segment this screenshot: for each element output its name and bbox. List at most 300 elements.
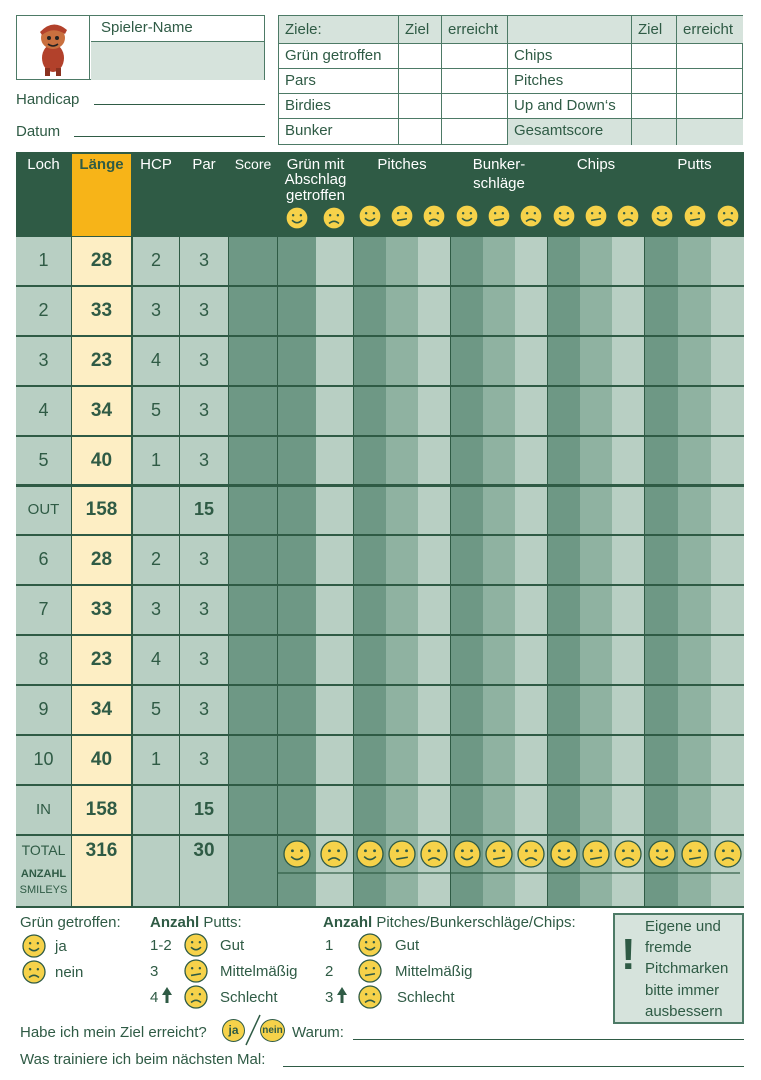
- putts-tally-field[interactable]: [711, 686, 744, 734]
- chips-tally-field[interactable]: [548, 686, 581, 734]
- bunker-tally-field[interactable]: [483, 536, 516, 584]
- bunker-tally-field[interactable]: [515, 237, 547, 285]
- hcp-value: 1: [150, 449, 161, 470]
- green-tally-field[interactable]: [278, 636, 316, 684]
- total-divider: [278, 872, 740, 874]
- total-score-field[interactable]: [229, 836, 277, 906]
- bunker-tally-field[interactable]: [451, 786, 484, 834]
- goal-label: Birdies: [279, 94, 399, 119]
- header-length: Länge: [79, 156, 124, 173]
- length-value: 33: [90, 599, 113, 621]
- smiley-sad-icon: [716, 204, 740, 233]
- green-tally-field[interactable]: [316, 636, 354, 684]
- header-hcp: HCP: [140, 156, 172, 173]
- chips-tally-field[interactable]: [548, 237, 581, 285]
- total-sub-label: ANZAHL: [20, 867, 67, 880]
- chips-tally-field[interactable]: [580, 686, 613, 734]
- putts-tally-field[interactable]: [678, 736, 712, 784]
- bunker-tally-field[interactable]: [515, 387, 547, 435]
- goal-label: Chips: [508, 44, 632, 69]
- goal-achieved-field[interactable]: [442, 94, 508, 119]
- training-field[interactable]: [283, 1066, 744, 1067]
- date-field[interactable]: [74, 136, 265, 137]
- putts-tally-field[interactable]: [711, 237, 744, 285]
- bunker-tally-field[interactable]: [451, 337, 484, 385]
- chips-tally-field[interactable]: [580, 487, 613, 535]
- hole-value: 7: [38, 599, 49, 620]
- goal-target-field[interactable]: [399, 69, 442, 94]
- hcp-value: 5: [150, 399, 161, 420]
- score-field[interactable]: [229, 387, 277, 435]
- pitches-tally-field[interactable]: [354, 337, 387, 385]
- pitches-tally-field[interactable]: [386, 636, 419, 684]
- pitches-tally-field[interactable]: [386, 387, 419, 435]
- bunker-tally-field[interactable]: [483, 786, 516, 834]
- green-tally-field[interactable]: [316, 686, 354, 734]
- pitches-tally-field[interactable]: [418, 736, 450, 784]
- bunker-tally-field[interactable]: [451, 636, 484, 684]
- pitches-tally-field[interactable]: [418, 387, 450, 435]
- total-sub-label: SMILEYS: [19, 883, 68, 896]
- hcp-value: 4: [150, 649, 161, 670]
- bunker-tally-field[interactable]: [515, 786, 547, 834]
- putts-tally-field[interactable]: [645, 786, 679, 834]
- bunker-tally-field[interactable]: [451, 387, 484, 435]
- goal-label: Grün getroffen: [279, 44, 399, 69]
- header-green-line2: Abschlag: [284, 171, 347, 188]
- answer-no-label: nein: [262, 1025, 283, 1036]
- score-field[interactable]: [229, 237, 277, 285]
- header-green-line1: Grün mit: [286, 156, 345, 173]
- green-tally-field[interactable]: [316, 786, 354, 834]
- putts-tally-field[interactable]: [678, 786, 712, 834]
- putts-title-rest: Putts:: [203, 914, 242, 931]
- bunker-tally-field[interactable]: [483, 736, 516, 784]
- score-field[interactable]: [229, 437, 277, 485]
- putts-tally-field[interactable]: [711, 536, 744, 584]
- putts-tally-field[interactable]: [645, 736, 679, 784]
- legend-no: nein: [55, 964, 84, 981]
- green-tally-field[interactable]: [316, 487, 354, 535]
- arrow-up-icon: [162, 987, 172, 1008]
- smiley-sad-icon: [322, 206, 346, 235]
- bunker-tally-field[interactable]: [451, 287, 484, 335]
- putts-tally-field[interactable]: [645, 337, 679, 385]
- hcp-value: 3: [150, 599, 161, 620]
- pitchmark-note: [613, 913, 744, 1024]
- chips-tally-field[interactable]: [580, 387, 613, 435]
- length-value: 40: [90, 449, 113, 471]
- putts-tally-field[interactable]: [645, 387, 679, 435]
- pitches-tally-field[interactable]: [354, 586, 387, 634]
- score-field[interactable]: [229, 586, 277, 634]
- pitches-tally-field[interactable]: [354, 437, 387, 485]
- hole-value: 9: [38, 699, 49, 720]
- bunker-tally-field[interactable]: [515, 437, 547, 485]
- bunker-tally-field[interactable]: [515, 586, 547, 634]
- putts-tally-field[interactable]: [678, 586, 712, 634]
- pitches-tally-field[interactable]: [386, 287, 419, 335]
- legend-yes: ja: [55, 938, 67, 955]
- smiley-happy-icon: [358, 933, 382, 962]
- bunker-tally-field[interactable]: [451, 237, 484, 285]
- chips-tally-field[interactable]: [580, 736, 613, 784]
- hole-value: 1: [38, 249, 49, 270]
- bunker-tally-field[interactable]: [515, 337, 547, 385]
- note-line: Eigene und: [645, 918, 721, 935]
- chips-tally-field[interactable]: [580, 237, 613, 285]
- hcp-value: 5: [150, 699, 161, 720]
- putts-tally-field[interactable]: [711, 287, 744, 335]
- pitch-count-mid: 2: [325, 963, 334, 980]
- chips-tally-field[interactable]: [612, 536, 644, 584]
- bunker-tally-field[interactable]: [451, 736, 484, 784]
- putts-tally-field[interactable]: [711, 636, 744, 684]
- putts-tally-field[interactable]: [678, 437, 712, 485]
- pitches-tally-field[interactable]: [354, 636, 387, 684]
- pitches-tally-field[interactable]: [418, 337, 450, 385]
- header-score: Score: [234, 156, 272, 172]
- pitches-tally-field[interactable]: [418, 287, 450, 335]
- putts-tally-field[interactable]: [645, 437, 679, 485]
- pitches-tally-field[interactable]: [354, 536, 387, 584]
- pitches-tally-field[interactable]: [354, 736, 387, 784]
- answer-no-option[interactable]: [260, 1019, 285, 1042]
- putts-label-bad: Schlecht: [220, 989, 278, 1006]
- goal-achieved-field[interactable]: [442, 119, 508, 145]
- score-field[interactable]: [229, 536, 277, 584]
- chips-tally-field[interactable]: [548, 586, 581, 634]
- goal-target-field[interactable]: [399, 94, 442, 119]
- goals-col-achieved-right: erreicht: [677, 16, 743, 44]
- chips-tally-field[interactable]: [612, 237, 644, 285]
- bunker-tally-field[interactable]: [483, 686, 516, 734]
- putts-count-good: 1-2: [150, 937, 172, 954]
- chips-tally-field[interactable]: [612, 387, 644, 435]
- goal-label: Pars: [279, 69, 399, 94]
- pitches-tally-field[interactable]: [354, 786, 387, 834]
- hcp-value: 3: [150, 299, 161, 320]
- smiley-happy-icon: [356, 840, 384, 873]
- smiley-happy-icon: [22, 934, 46, 963]
- score-field[interactable]: [229, 636, 277, 684]
- pitches-tally-field[interactable]: [354, 487, 387, 535]
- score-field[interactable]: [229, 736, 277, 784]
- putts-tally-field[interactable]: [645, 287, 679, 335]
- green-tally-field[interactable]: [316, 237, 354, 285]
- header-chips: Chips: [576, 156, 616, 173]
- goal-achieved-field[interactable]: [677, 94, 743, 119]
- hole-value: 5: [38, 449, 49, 470]
- green-tally-field[interactable]: [278, 487, 316, 535]
- green-tally-field[interactable]: [316, 736, 354, 784]
- green-tally-field[interactable]: [316, 437, 354, 485]
- green-tally-field[interactable]: [278, 287, 316, 335]
- green-tally-field[interactable]: [316, 586, 354, 634]
- goal-achieved-field[interactable]: [442, 44, 508, 69]
- note-line: ausbessern: [645, 1003, 723, 1020]
- goals-right-header: [508, 16, 632, 44]
- bunker-tally-field[interactable]: [451, 586, 484, 634]
- total-length-value: 316: [85, 839, 118, 861]
- smiley-sad-icon: [616, 204, 640, 233]
- chips-tally-field[interactable]: [548, 437, 581, 485]
- bunker-tally-field[interactable]: [483, 487, 516, 535]
- green-tally-field[interactable]: [278, 736, 316, 784]
- putts-tally-field[interactable]: [678, 387, 712, 435]
- note-line: bitte immer: [645, 982, 720, 999]
- pitch-count-good: 1: [325, 937, 334, 954]
- smiley-neutral-icon: [582, 840, 610, 873]
- answer-yes-label: ja: [228, 1023, 239, 1037]
- green-tally-field[interactable]: [278, 387, 316, 435]
- chips-tally-field[interactable]: [612, 337, 644, 385]
- pitches-tally-field[interactable]: [386, 487, 419, 535]
- par-value: 3: [198, 449, 209, 470]
- chips-tally-field[interactable]: [612, 437, 644, 485]
- hole-value: 4: [38, 399, 49, 420]
- green-tally-field[interactable]: [278, 786, 316, 834]
- par-value: 15: [193, 798, 215, 819]
- note-exclamation: !: [621, 930, 636, 979]
- green-tally-field[interactable]: [278, 686, 316, 734]
- par-value: 15: [193, 499, 215, 520]
- pitches-tally-field[interactable]: [354, 287, 387, 335]
- smiley-neutral-icon: [681, 840, 709, 873]
- chips-tally-field[interactable]: [580, 636, 613, 684]
- smiley-sad-icon: [519, 204, 543, 233]
- bunker-tally-field[interactable]: [515, 636, 547, 684]
- putts-tally-field[interactable]: [645, 636, 679, 684]
- pitches-tally-field[interactable]: [354, 237, 387, 285]
- pitches-tally-field[interactable]: [386, 337, 419, 385]
- putts-count-mid: 3: [150, 963, 159, 980]
- training-question: Was trainiere ich beim nächsten Mal:: [20, 1051, 266, 1068]
- pitches-tally-field[interactable]: [354, 686, 387, 734]
- why-field[interactable]: [353, 1039, 744, 1040]
- length-value: 34: [90, 399, 113, 421]
- putts-tally-field[interactable]: [711, 437, 744, 485]
- putts-tally-field[interactable]: [645, 586, 679, 634]
- chips-tally-field[interactable]: [612, 636, 644, 684]
- pitches-tally-field[interactable]: [386, 586, 419, 634]
- chips-tally-field[interactable]: [548, 387, 581, 435]
- goal-target-field[interactable]: [399, 44, 442, 69]
- goal-label: Up and Down‘s: [508, 94, 632, 119]
- chips-tally-field[interactable]: [612, 686, 644, 734]
- length-value: 28: [90, 549, 113, 571]
- chips-tally-field[interactable]: [612, 586, 644, 634]
- chips-tally-field[interactable]: [548, 536, 581, 584]
- goal-target-field[interactable]: [632, 44, 677, 69]
- pitches-tally-field[interactable]: [386, 786, 419, 834]
- hcp-value: 2: [150, 549, 161, 570]
- pitches-tally-field[interactable]: [386, 536, 419, 584]
- putts-tally-field[interactable]: [711, 786, 744, 834]
- putts-tally-field[interactable]: [711, 586, 744, 634]
- putts-tally-field[interactable]: [711, 736, 744, 784]
- smiley-sad-icon: [714, 840, 742, 873]
- hole-value: 3: [38, 349, 49, 370]
- goal-target-field[interactable]: [632, 119, 677, 145]
- green-tally-field[interactable]: [316, 287, 354, 335]
- bunker-tally-field[interactable]: [451, 487, 484, 535]
- putts-tally-field[interactable]: [645, 487, 679, 535]
- putts-tally-field[interactable]: [678, 487, 712, 535]
- pitches-tally-field[interactable]: [386, 686, 419, 734]
- bunker-tally-field[interactable]: [515, 536, 547, 584]
- hole-value: OUT: [27, 501, 60, 519]
- goal-achieved-field[interactable]: [677, 69, 743, 94]
- bunker-tally-field[interactable]: [483, 586, 516, 634]
- pitch-count-bad: 3: [325, 989, 334, 1006]
- bunker-tally-field[interactable]: [515, 686, 547, 734]
- handicap-label: Handicap: [16, 91, 80, 108]
- chips-tally-field[interactable]: [580, 437, 613, 485]
- pitches-tally-field[interactable]: [386, 437, 419, 485]
- pitch-label-good: Gut: [395, 937, 420, 954]
- bunker-tally-field[interactable]: [483, 237, 516, 285]
- putts-tally-field[interactable]: [678, 686, 712, 734]
- bunker-tally-field[interactable]: [483, 387, 516, 435]
- chips-tally-field[interactable]: [548, 337, 581, 385]
- green-tally-field[interactable]: [278, 586, 316, 634]
- chips-tally-field[interactable]: [548, 736, 581, 784]
- putts-tally-field[interactable]: [678, 337, 712, 385]
- pitches-tally-field[interactable]: [418, 636, 450, 684]
- putts-tally-field[interactable]: [711, 387, 744, 435]
- bunker-tally-field[interactable]: [451, 686, 484, 734]
- smiley-neutral-icon: [388, 840, 416, 873]
- header-par: Par: [192, 156, 216, 173]
- score-field[interactable]: [229, 686, 277, 734]
- score-field[interactable]: [229, 786, 277, 834]
- putts-tally-field[interactable]: [678, 636, 712, 684]
- putts-count-bad: 4: [150, 989, 159, 1006]
- slash-divider: [245, 1014, 261, 1051]
- answer-yes-option[interactable]: [222, 1019, 245, 1042]
- smiley-neutral-icon: [584, 204, 608, 233]
- chips-tally-field[interactable]: [580, 586, 613, 634]
- goal-target-field[interactable]: [399, 119, 442, 145]
- goal-target-field[interactable]: [632, 69, 677, 94]
- putts-title: [150, 914, 242, 931]
- putts-tally-field[interactable]: [645, 686, 679, 734]
- green-tally-field[interactable]: [278, 536, 316, 584]
- green-tally-field[interactable]: [316, 536, 354, 584]
- chips-tally-field[interactable]: [612, 287, 644, 335]
- pitch-title-bold: Anzahl: [323, 914, 373, 931]
- putts-tally-field[interactable]: [645, 237, 679, 285]
- pitches-tally-field[interactable]: [418, 237, 450, 285]
- handicap-field[interactable]: [94, 104, 265, 105]
- pitches-tally-field[interactable]: [418, 586, 450, 634]
- hcp-cell: [133, 786, 179, 834]
- green-tally-field[interactable]: [316, 387, 354, 435]
- chips-tally-field[interactable]: [612, 786, 644, 834]
- arrow-up-icon: [337, 987, 347, 1008]
- par-value: 3: [198, 649, 209, 670]
- bunker-tally-field[interactable]: [515, 736, 547, 784]
- smiley-neutral-icon: [358, 959, 382, 988]
- pitches-tally-field[interactable]: [418, 487, 450, 535]
- pitches-tally-field[interactable]: [418, 536, 450, 584]
- pitch-label-bad: Schlecht: [397, 989, 455, 1006]
- score-field[interactable]: [229, 287, 277, 335]
- bunker-tally-field[interactable]: [451, 437, 484, 485]
- goal-question: Habe ich mein Ziel erreicht?: [20, 1024, 207, 1041]
- pitches-tally-field[interactable]: [418, 686, 450, 734]
- chips-tally-field[interactable]: [548, 636, 581, 684]
- goal-achieved-field[interactable]: [677, 119, 743, 145]
- green-tally-field[interactable]: [278, 337, 316, 385]
- putts-tally-field[interactable]: [678, 536, 712, 584]
- chips-tally-field[interactable]: [612, 736, 644, 784]
- hole-value: 2: [38, 299, 49, 320]
- total-hcp-cell: [133, 836, 179, 906]
- bunker-tally-field[interactable]: [483, 287, 516, 335]
- score-field[interactable]: [229, 487, 277, 535]
- hole-value: 6: [38, 549, 49, 570]
- score-field[interactable]: [229, 337, 277, 385]
- bunker-tally-field[interactable]: [515, 287, 547, 335]
- chips-tally-field[interactable]: [580, 786, 613, 834]
- pitch-title-rest: Pitches/Bunkerschläge/Chips:: [376, 914, 576, 931]
- bunker-tally-field[interactable]: [515, 487, 547, 535]
- goal-target-field[interactable]: [632, 94, 677, 119]
- putts-tally-field[interactable]: [711, 337, 744, 385]
- pitches-tally-field[interactable]: [418, 786, 450, 834]
- chips-tally-field[interactable]: [580, 337, 613, 385]
- pitches-tally-field[interactable]: [354, 387, 387, 435]
- putts-tally-field[interactable]: [645, 536, 679, 584]
- chips-tally-field[interactable]: [612, 487, 644, 535]
- pitches-tally-field[interactable]: [386, 237, 419, 285]
- chips-tally-field[interactable]: [580, 536, 613, 584]
- chips-tally-field[interactable]: [580, 287, 613, 335]
- bunker-tally-field[interactable]: [483, 437, 516, 485]
- smiley-sad-icon: [358, 985, 382, 1014]
- smiley-happy-icon: [184, 933, 208, 962]
- smiley-happy-icon: [550, 840, 578, 873]
- bunker-tally-field[interactable]: [483, 636, 516, 684]
- hcp-value: 2: [150, 249, 161, 270]
- green-tally-field[interactable]: [316, 337, 354, 385]
- goal-achieved-field[interactable]: [442, 69, 508, 94]
- bunker-tally-field[interactable]: [451, 536, 484, 584]
- putts-tally-field[interactable]: [678, 237, 712, 285]
- chips-tally-field[interactable]: [548, 786, 581, 834]
- goal-achieved-field[interactable]: [677, 44, 743, 69]
- player-name-field[interactable]: [91, 41, 264, 80]
- hcp-cell: [133, 487, 179, 535]
- chips-tally-field[interactable]: [548, 287, 581, 335]
- pitches-tally-field[interactable]: [386, 736, 419, 784]
- length-value: 33: [90, 299, 113, 321]
- pitches-tally-field[interactable]: [418, 437, 450, 485]
- green-tally-field[interactable]: [278, 237, 316, 285]
- smiley-sad-icon: [320, 840, 348, 873]
- green-tally-field[interactable]: [278, 437, 316, 485]
- bunker-tally-field[interactable]: [483, 337, 516, 385]
- putts-tally-field[interactable]: [711, 487, 744, 535]
- chips-tally-field[interactable]: [548, 487, 581, 535]
- player-name-label: Spieler-Name: [101, 19, 193, 36]
- putts-tally-field[interactable]: [678, 287, 712, 335]
- header-bunker-line1: Bunker-: [472, 156, 526, 173]
- smiley-happy-icon: [283, 840, 311, 873]
- putts-label-good: Gut: [220, 937, 245, 954]
